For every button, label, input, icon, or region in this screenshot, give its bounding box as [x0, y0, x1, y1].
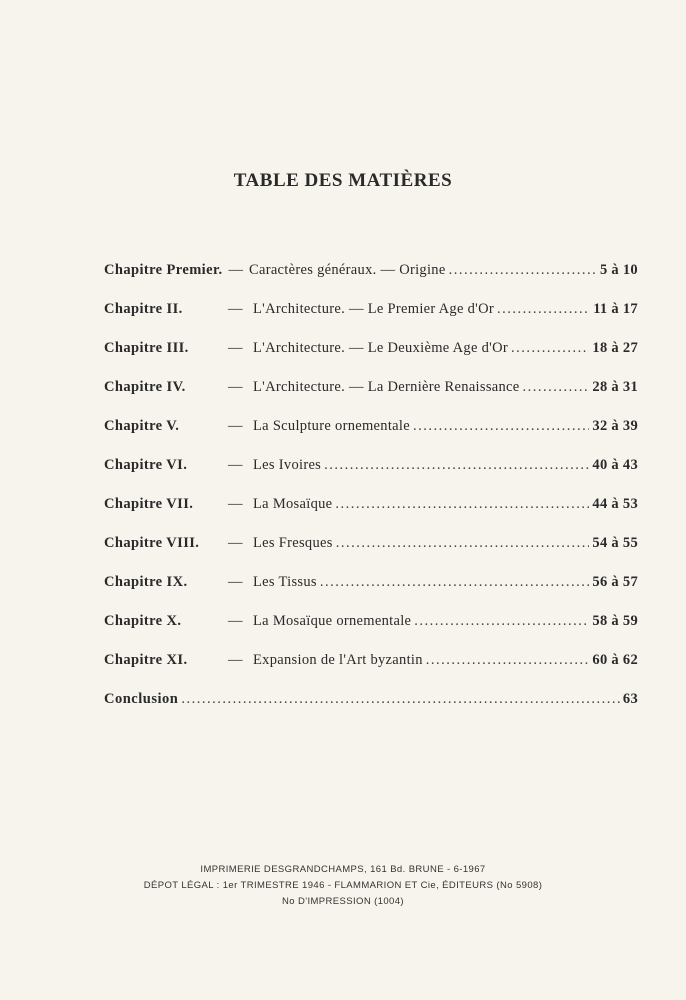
dot-leader: [336, 535, 590, 552]
entry-dash: —: [228, 301, 243, 317]
chapter-title: Expansion de l'Art byzantin: [253, 652, 423, 668]
page-range: 28 à 31: [592, 379, 638, 395]
imprint-printer: IMPRIMERIE DESGRANDCHAMPS, 161 Bd. BRUNE - 6-1967: [200, 864, 486, 875]
dot-leader: [449, 262, 597, 279]
entry-dash: —: [228, 457, 243, 473]
page-range: 56 à 57: [592, 574, 638, 590]
chapter-label: Chapitre X.: [104, 613, 182, 629]
chapter-title: Les Fresques: [253, 535, 333, 551]
chapter-label: Chapitre VII.: [104, 496, 194, 512]
dot-leader: [335, 496, 589, 513]
conclusion-page: 63: [622, 691, 638, 707]
chapter-label: Chapitre Premier.: [104, 262, 223, 278]
toc-entry: [104, 457, 638, 496]
chapter-label: Chapitre V.: [104, 418, 180, 434]
dot-leader: [324, 457, 589, 474]
dot-leader: [511, 340, 589, 357]
chapter-title: Les Tissus: [253, 574, 317, 590]
conclusion-label: Conclusion: [104, 691, 179, 707]
imprint-legal-deposit: DÉPOT LÉGAL : 1er TRIMESTRE 1946 - FLAMMARION ET Cie, ÉDITEURS (No 5908): [143, 880, 543, 891]
dot-leader: [320, 574, 590, 591]
chapter-label: Chapitre VIII.: [104, 535, 200, 551]
page-range: 54 à 55: [592, 535, 638, 551]
entry-dash: —: [228, 418, 243, 434]
dot-leader: [181, 691, 620, 708]
printer-imprint: [0, 862, 686, 910]
imprint-print-number: No D'IMPRESSION (1004): [281, 896, 404, 907]
chapter-label: Chapitre IV.: [104, 379, 186, 395]
chapter-title: La Mosaïque ornementale: [253, 613, 412, 629]
toc-entry: [104, 535, 638, 574]
toc-entry: [104, 574, 638, 613]
toc-entry: [104, 379, 638, 418]
toc-entry: [104, 301, 638, 340]
dot-leader: [426, 652, 590, 669]
chapter-title: La Mosaïque: [253, 496, 333, 512]
dot-leader: [523, 379, 590, 396]
page-range: 32 à 39: [592, 418, 638, 434]
chapter-title: La Sculpture ornementale: [253, 418, 410, 434]
page-range: 18 à 27: [592, 340, 638, 356]
page-range: 5 à 10: [599, 262, 638, 278]
chapter-title: L'Architecture. — Le Premier Age d'Or: [253, 301, 494, 317]
chapter-label: Chapitre III.: [104, 340, 189, 356]
page-range: 60 à 62: [592, 652, 638, 668]
table-of-contents: [104, 262, 638, 730]
page-title: TABLE DES MATIÈRES: [233, 170, 453, 191]
entry-dash: —: [228, 652, 243, 668]
toc-entry: [104, 262, 638, 301]
page-range: 11 à 17: [593, 301, 638, 317]
chapter-label: Chapitre XI.: [104, 652, 188, 668]
page-range: 40 à 43: [592, 457, 638, 473]
toc-entry: [104, 418, 638, 457]
entry-dash: —: [228, 262, 243, 278]
entry-dash: —: [228, 574, 243, 590]
toc-conclusion: [104, 691, 638, 730]
chapter-title: L'Architecture. — La Dernière Renaissance: [253, 379, 520, 395]
chapter-label: Chapitre II.: [104, 301, 183, 317]
chapter-title: Les Ivoires: [253, 457, 322, 473]
toc-entry: [104, 652, 638, 691]
chapter-title: Caractères généraux. — Origine: [248, 262, 446, 278]
entry-dash: —: [228, 535, 243, 551]
entry-dash: —: [228, 340, 243, 356]
page-range: 44 à 53: [592, 496, 638, 512]
chapter-label: Chapitre VI.: [104, 457, 188, 473]
dot-leader: [497, 301, 590, 318]
chapter-label: Chapitre IX.: [104, 574, 188, 590]
entry-dash: —: [228, 613, 243, 629]
chapter-title: L'Architecture. — Le Deuxième Age d'Or: [253, 340, 508, 356]
page-range: 58 à 59: [592, 613, 638, 629]
dot-leader: [413, 418, 589, 435]
entry-dash: —: [228, 379, 243, 395]
toc-entry: [104, 340, 638, 379]
toc-entry: [104, 496, 638, 535]
toc-entry: [104, 613, 638, 652]
dot-leader: [414, 613, 589, 630]
entry-dash: —: [228, 496, 243, 512]
